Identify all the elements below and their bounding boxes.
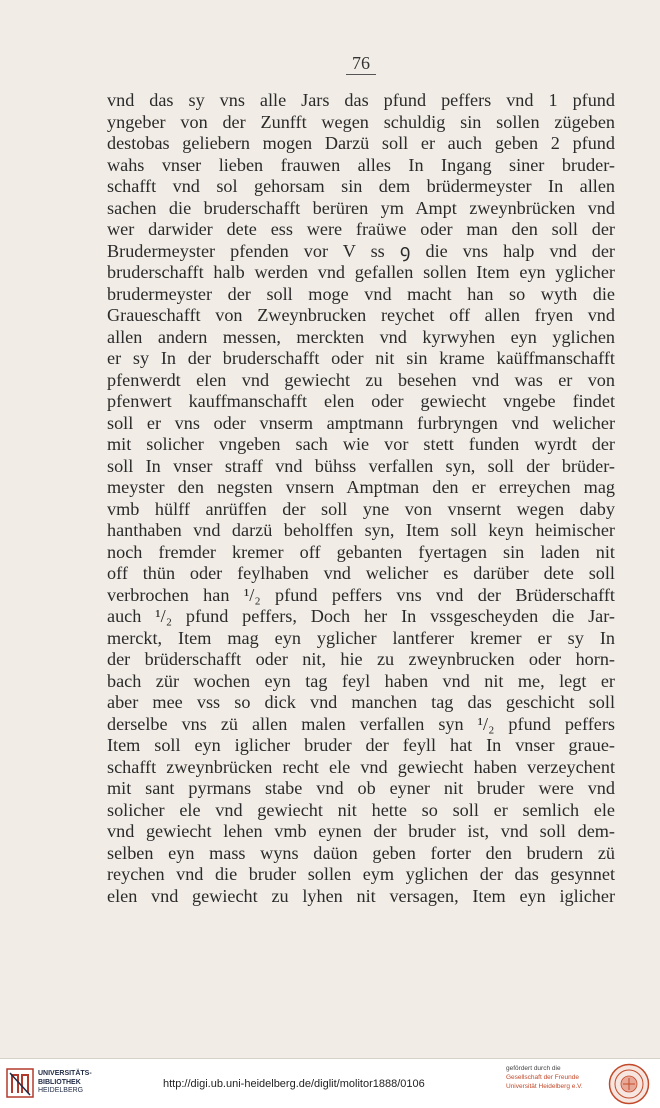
text-line: mit solicher vngeben sach wie vor stett funden wyrdt der xyxy=(107,434,615,454)
text-line: hanthaben vnd darzü beholffen syn, Item soll keyn heimischer xyxy=(107,520,615,540)
text-line: Brudermeyster pfenden vor V ss ꝯ die vns halp vnd der xyxy=(107,240,615,261)
university-seal-icon xyxy=(608,1063,650,1105)
text-line: Item soll eyn iglicher bruder der feyll hat In vnser graue- xyxy=(107,735,615,755)
text-line: verbrochen han ¹/₂ pfund peffers vns vnd der Brüderschafft xyxy=(107,584,615,605)
text-line: yngeber von der Zunfft wegen schuldig sin sollen zügeben xyxy=(107,111,615,132)
page-number: 76 xyxy=(346,52,376,75)
text-line: vmb hülff anrüffen der soll yne von vnsernt wegen daby xyxy=(107,498,615,519)
digitization-footer xyxy=(0,1058,660,1108)
text-line: destobas geliebern mogen Darzü soll er auch geben 2 pfund xyxy=(107,133,615,153)
text-line: aber mee vss so dick vnd manchen tag das geschicht soll xyxy=(107,692,615,712)
text-line: off thün oder feylhaben vnd welicher es darüber dete soll xyxy=(107,563,615,583)
text-line: meyster den negsten vnsern Amptman den er erreychen mag xyxy=(107,477,615,497)
library-name-line2: BIBLIOTHEK xyxy=(38,1078,81,1086)
page-text-body xyxy=(107,90,615,907)
text-line: bruderschafft halb werden vnd gefallen sollen Item eyn yglicher xyxy=(107,262,615,282)
text-line: wer darwider dete ess were fraüwe oder man den soll der xyxy=(107,219,615,239)
text-line: sachen die bruderschafft berüren ym Ampt zweynbrücken vnd xyxy=(107,197,615,218)
text-line: allen andern messen, merckten vnd kyrwyhen eyn yglichen xyxy=(107,326,615,347)
text-line: mit sant pyrmans stabe vnd ob eyner nit bruder were vnd xyxy=(107,778,615,798)
library-name-line1: UNIVERSITÄTS- xyxy=(38,1070,92,1077)
source-url-link[interactable]: http://digi.ub.uni-heidelberg.de/diglit/molitor1888/0106 xyxy=(163,1078,425,1090)
text-line: schafft vnd sol gehorsam sin dem brüdermeyster In allen xyxy=(107,176,615,196)
text-line: solicher ele vnd gewiecht nit hette so soll er semlich ele xyxy=(107,799,615,820)
text-line: er sy In der bruderschafft oder nit sin krame kaüffmanschafft xyxy=(107,348,615,368)
university-library-logo-icon xyxy=(6,1067,34,1099)
sponsor-org-line1: Gesellschaft der Freunde xyxy=(506,1074,579,1081)
library-name-line3: HEIDELBERG xyxy=(38,1087,84,1094)
text-line: merckt, Item mag eyn yglicher lantferer kremer er sy In xyxy=(107,627,615,648)
text-line: bach zür wochen eyn tag feyl haben vnd nit me, legt er xyxy=(107,670,615,691)
text-line: auch ¹/₂ pfund peffers, Doch her In vssgescheyden die Jar- xyxy=(107,606,615,626)
text-line: reychen vnd die bruder sollen eym yglichen der das gesynnet xyxy=(107,864,615,884)
library-name xyxy=(38,1070,92,1096)
text-line: wahs vnser lieben frauwen alles In Ingang siner bruder- xyxy=(107,154,615,175)
text-line: pfenwerdt elen vnd gewiecht zu besehen vnd was er von xyxy=(107,369,615,390)
sponsor-org-line2: Universität Heidelberg e.V. xyxy=(506,1083,583,1090)
text-line: schafft zweynbrücken recht ele vnd gewiecht haben verzeychent xyxy=(107,756,615,777)
text-line: vnd gewiecht lehen vmb eynen der bruder ist, vnd soll dem- xyxy=(107,821,615,841)
text-line: soll In vnser straff vnd bühss verfallen syn, soll der brüder- xyxy=(107,455,615,476)
text-line: pfenwert kauffmanschafft elen oder gewiecht vngebe findet xyxy=(107,391,615,411)
text-line: vnd das sy vns alle Jars das pfund peffers vnd 1 pfund xyxy=(107,90,615,110)
sponsor-prefix: gefördert durch die xyxy=(506,1065,561,1072)
text-line: selben eyn mass wyns daüon geben forter den brudern zü xyxy=(107,842,615,863)
text-line: elen vnd gewiecht zu lyhen nit versagen, Item eyn iglicher xyxy=(107,885,615,906)
text-line: Graueschafft von Zweynbrucken reychet off allen fryen vnd xyxy=(107,305,615,325)
text-line: noch fremder kremer off gebanten fyertagen sin laden nit xyxy=(107,541,615,562)
text-line: brudermeyster der soll moge vnd macht han so wyth die xyxy=(107,283,615,304)
text-line: der brüderschafft oder nit, hie zu zweynbrucken oder horn- xyxy=(107,649,615,669)
text-line: soll er vns oder vnserm amptmann furbryngen vnd welicher xyxy=(107,412,615,433)
text-line: derselbe vns zü allen malen verfallen syn ¹/₂ pfund peffers xyxy=(107,713,615,734)
sponsor-text xyxy=(506,1064,583,1091)
